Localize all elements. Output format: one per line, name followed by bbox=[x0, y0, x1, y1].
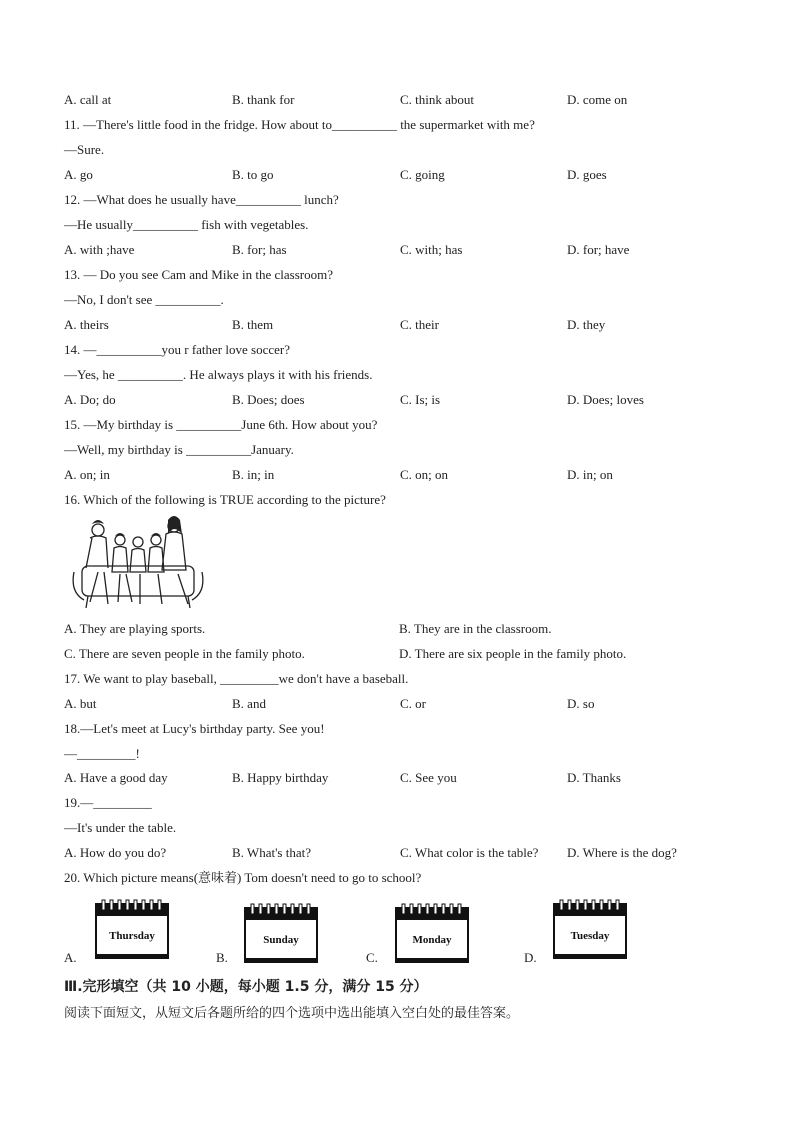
q17-option-d: D. so bbox=[567, 696, 595, 711]
q16-option-c: C. There are seven people in the family photo. bbox=[64, 646, 305, 661]
q19-option-b: B. What's that? bbox=[232, 845, 312, 860]
section-instruction: 阅读下面短文，从短文后各题所给的四个选项中选出能填入空白处的最佳答案。 bbox=[64, 1006, 520, 1021]
calendar-tuesday-icon bbox=[552, 898, 628, 962]
q12-option-a: A. with ;have bbox=[64, 242, 135, 257]
calendar-sunday-icon bbox=[243, 902, 319, 966]
calendar-day-sunday: Sunday bbox=[263, 934, 299, 946]
q16-option-a: A. They are playing sports. bbox=[64, 621, 206, 636]
q18-option-d: D. Thanks bbox=[567, 770, 621, 785]
q10-option-a: A. call at bbox=[64, 92, 112, 107]
q15-option-b: B. in; in bbox=[232, 467, 275, 482]
q18-stem: 18.—Let's meet at Lucy's birthday party. See you! bbox=[64, 721, 325, 736]
calendar-day-thursday: Thursday bbox=[109, 930, 155, 942]
q12-option-b: B. for; has bbox=[232, 242, 287, 257]
q12-stem: 12. —What does he usually have__________ lunch? bbox=[64, 192, 339, 207]
q12-option-c: C. with; has bbox=[400, 242, 463, 257]
q20-stem: 20. Which picture means(意味着) Tom doesn't need to go to school? bbox=[64, 870, 422, 885]
q17-stem: 17. We want to play baseball, _________we don't have a baseball. bbox=[64, 671, 409, 686]
q14-stem: 14. —__________you r father love soccer? bbox=[64, 342, 290, 357]
q19-option-a: A. How do you do? bbox=[64, 845, 167, 860]
q17-option-a: A. but bbox=[64, 696, 97, 711]
q20-label-b: B. bbox=[216, 950, 228, 965]
calendar-thursday-icon bbox=[94, 898, 170, 962]
calendar-monday-icon bbox=[394, 902, 470, 966]
q18-option-a: A. Have a good day bbox=[64, 770, 168, 785]
q14-option-c: C. Is; is bbox=[400, 392, 441, 407]
q11-option-d: D. goes bbox=[567, 167, 607, 182]
q11-reply: —Sure. bbox=[64, 142, 105, 157]
q19-option-d: D. Where is the dog? bbox=[567, 845, 677, 860]
q15-option-a: A. on; in bbox=[64, 467, 110, 482]
q13-option-c: C. their bbox=[400, 317, 439, 332]
q10-option-c: C. think about bbox=[400, 92, 475, 107]
q14-option-b: B. Does; does bbox=[232, 392, 305, 407]
q17-option-b: B. and bbox=[232, 696, 266, 711]
q10-option-b: B. thank for bbox=[232, 92, 295, 107]
q14-option-a: A. Do; do bbox=[64, 392, 116, 407]
q13-stem: 13. — Do you see Cam and Mike in the classroom? bbox=[64, 267, 333, 282]
q13-option-a: A. theirs bbox=[64, 317, 109, 332]
q17-option-c: C. or bbox=[400, 696, 426, 711]
q14-reply: —Yes, he __________. He always plays it with his friends. bbox=[64, 367, 373, 382]
q20-label-c: C. bbox=[366, 950, 378, 965]
q12-option-d: D. for; have bbox=[567, 242, 630, 257]
q15-stem: 15. —My birthday is __________June 6th. How about you? bbox=[64, 417, 378, 432]
q13-option-d: D. they bbox=[567, 317, 606, 332]
q18-option-b: B. Happy birthday bbox=[232, 770, 329, 785]
q14-option-d: D. Does; loves bbox=[567, 392, 644, 407]
q20-label-d: D. bbox=[524, 950, 537, 965]
q18-option-c: C. See you bbox=[400, 770, 457, 785]
q13-option-b: B. them bbox=[232, 317, 274, 332]
q11-option-b: B. to go bbox=[232, 167, 274, 182]
q16-stem: 16. Which of the following is TRUE according to the picture? bbox=[64, 492, 386, 507]
q11-option-c: C. going bbox=[400, 167, 445, 182]
q19-option-c: C. What color is the table? bbox=[400, 845, 539, 860]
q11-stem: 11. —There's little food in the fridge. How about to__________ the supermarket with me? bbox=[64, 117, 535, 132]
family-photo-illustration bbox=[68, 516, 208, 612]
q20-label-a: A. bbox=[64, 950, 77, 965]
q11-option-a: A. go bbox=[64, 167, 93, 182]
q10-option-d: D. come on bbox=[567, 92, 628, 107]
q13-reply: —No, I don't see __________. bbox=[64, 292, 224, 307]
q16-option-b: B. They are in the classroom. bbox=[399, 621, 552, 636]
q15-option-c: C. on; on bbox=[400, 467, 449, 482]
calendar-day-tuesday: Tuesday bbox=[570, 930, 610, 942]
calendar-day-monday: Monday bbox=[412, 934, 452, 946]
q18-reply: —_________! bbox=[64, 746, 140, 761]
q19-reply: —It's under the table. bbox=[64, 820, 177, 835]
q16-option-d: D. There are six people in the family photo. bbox=[399, 646, 627, 661]
q12-reply: —He usually__________ fish with vegetables. bbox=[64, 217, 309, 232]
q19-stem: 19.—_________ bbox=[64, 795, 152, 810]
section-title: Ⅲ.完形填空（共 10 小题，每小题 1.5 分，满分 15 分） bbox=[64, 979, 428, 995]
q15-option-d: D. in; on bbox=[567, 467, 613, 482]
q15-reply: —Well, my birthday is __________January. bbox=[64, 442, 294, 457]
